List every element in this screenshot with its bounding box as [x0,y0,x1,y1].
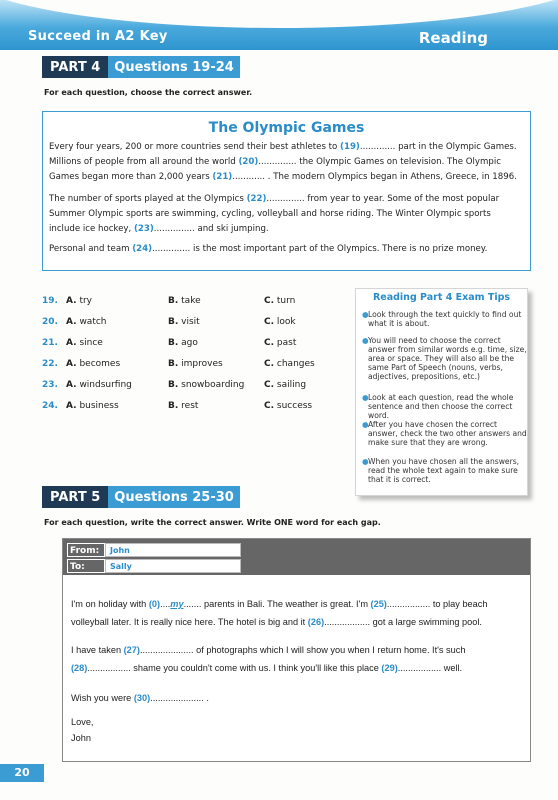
option-row: 23. A. windsurfing B. snowboarding C. sailing [42,380,307,390]
part4-questions: Questions 19-24 [108,56,240,78]
gap-20: (20) [238,157,259,167]
gap-24: (24) [132,244,153,254]
option-a[interactable]: A. becomes [66,359,121,369]
gap-19: (19) [340,142,360,152]
reading-text-box [42,111,531,271]
email-signature: John [71,733,91,743]
option-a[interactable]: A. watch [66,317,107,327]
email-paragraph-2: I have taken (27)..................... of photographs which I will show you when I return home. It's such (28)................. shame you couldn't come with us. I think you'll like this place (29)................. well. [71,645,466,673]
tip-item: ● You will need to choose the correct answer from similar words e.g. time, size, area or space. They will also all be the same Part of Speech (nouns, verbs, adjectives, prepositions, etc.) [362,336,527,381]
option-b[interactable]: B. visit [168,317,200,327]
bullet-icon: ● [362,393,369,402]
exam-tips-title: Reading Part 4 Exam Tips [372,292,511,303]
option-b[interactable]: B. ago [168,338,198,348]
option-row: 24. A. business B. rest C. success [42,401,313,411]
gap-22: (22) [246,194,267,204]
gap-27: (27) [123,645,140,655]
part5-instruction: For each question, write the correct answer. Write ONE word for each gap. [44,518,381,527]
option-b[interactable]: B. improves [168,359,223,369]
bullet-icon: ● [362,336,369,345]
option-row: 20. A. watch B. visit C. look [42,317,296,327]
email-closing: Love, [71,717,94,727]
text-paragraph-1: Every four years, 200 or more countries send their best athletes to (19)............. part in the Olympic Games. Millions of people from all around the world (20).............. the Olympic Games on television. The Olympic Games began more than 2,000 years (21)............ . The modern Olympics began in Athens, Greece, in 1896. [49,142,517,182]
text-title: The Olympic Games [208,120,365,136]
part5-questions: Questions 25-30 [108,486,240,508]
text-paragraph-2: The number of sports played at the Olympics (22).............. from year to year. Some of the most popular Summer Olympic sports are swimming, cycling, volleyball and horse riding. The Winter Olympic sports include ice hockey, (23)............... and ski jumping. [49,194,500,234]
exam-tips-box [355,288,528,496]
gap-26: (26) [307,617,325,627]
gap-21: (21) [212,172,233,182]
option-a[interactable]: A. business [66,401,119,411]
option-c[interactable]: C. past [264,338,297,348]
email-header [63,539,530,575]
option-c[interactable]: C. changes [264,359,315,369]
bullet-icon: ● [362,420,369,429]
part5-heading [42,486,240,508]
option-c[interactable]: C. sailing [264,380,307,390]
from-row [67,543,241,557]
gap-28: (28) [71,663,88,673]
tip-item: ● Look at each question, read the whole sentence and then choose the correct word. [362,393,514,420]
text-paragraph-3: Personal and team (24).............. is the most important part of the Olympics. There is no prize money. [49,244,488,254]
option-row: 22. A. becomes B. improves C. changes [42,359,315,369]
option-row: 19. A. try B. take C. turn [42,296,296,306]
email-paragraph-3: Wish you were (30)..................... . [71,693,209,703]
part4-instruction: For each question, choose the correct answer. [44,88,253,97]
from-label: From: [67,543,105,557]
bullet-icon: ● [362,310,369,319]
option-b[interactable]: B. snowboarding [168,380,245,390]
part5-label: PART 5 [42,486,108,508]
part4-heading [42,56,240,78]
gap-25: (25) [370,599,387,609]
option-c[interactable]: C. turn [264,296,296,306]
option-a[interactable]: A. windsurfing [66,380,132,390]
option-b[interactable]: B. take [168,296,201,306]
tip-item: ● Look through the text quickly to find out what it is about. [362,310,522,328]
tip-item: ● When you have chosen all the answers, read the whole text again to make sure that it is correct. [362,457,520,484]
option-c[interactable]: C. look [264,317,296,327]
example-answer: my [170,599,184,609]
option-a[interactable]: A. try [66,296,92,306]
email-box [62,538,531,762]
part4-label: PART 4 [42,56,108,78]
to-row [67,559,241,573]
to-label: To: [67,559,105,573]
gap-30: (30) [133,693,151,703]
section-title: Reading [418,29,488,47]
option-c[interactable]: C. success [264,401,313,411]
option-b[interactable]: B. rest [168,401,199,411]
bullet-icon: ● [362,457,369,466]
gap-29: (29) [381,663,398,673]
to-field: Sally [105,559,241,573]
from-field: John [105,543,241,557]
header-bar [0,0,558,50]
option-row: 21. A. since B. ago C. past [42,338,297,348]
email-paragraph-1: I'm on holiday with (0)....my....... parents in Bali. The weather is great. I'm (25)................. to play beach volleyball later. It is really nice here. The hotel is big and it (26).................. got a large swimming pool. [71,599,488,627]
page-number: 20 [0,764,44,782]
option-a[interactable]: A. since [66,338,103,348]
tip-item: ● After you have chosen the correct answer, check the two other answers and make sure that they are wrong. [362,420,527,447]
gap-23: (23) [133,224,154,234]
gap-0: (0) [148,599,161,609]
book-title: Succeed in A2 Key [28,29,168,44]
